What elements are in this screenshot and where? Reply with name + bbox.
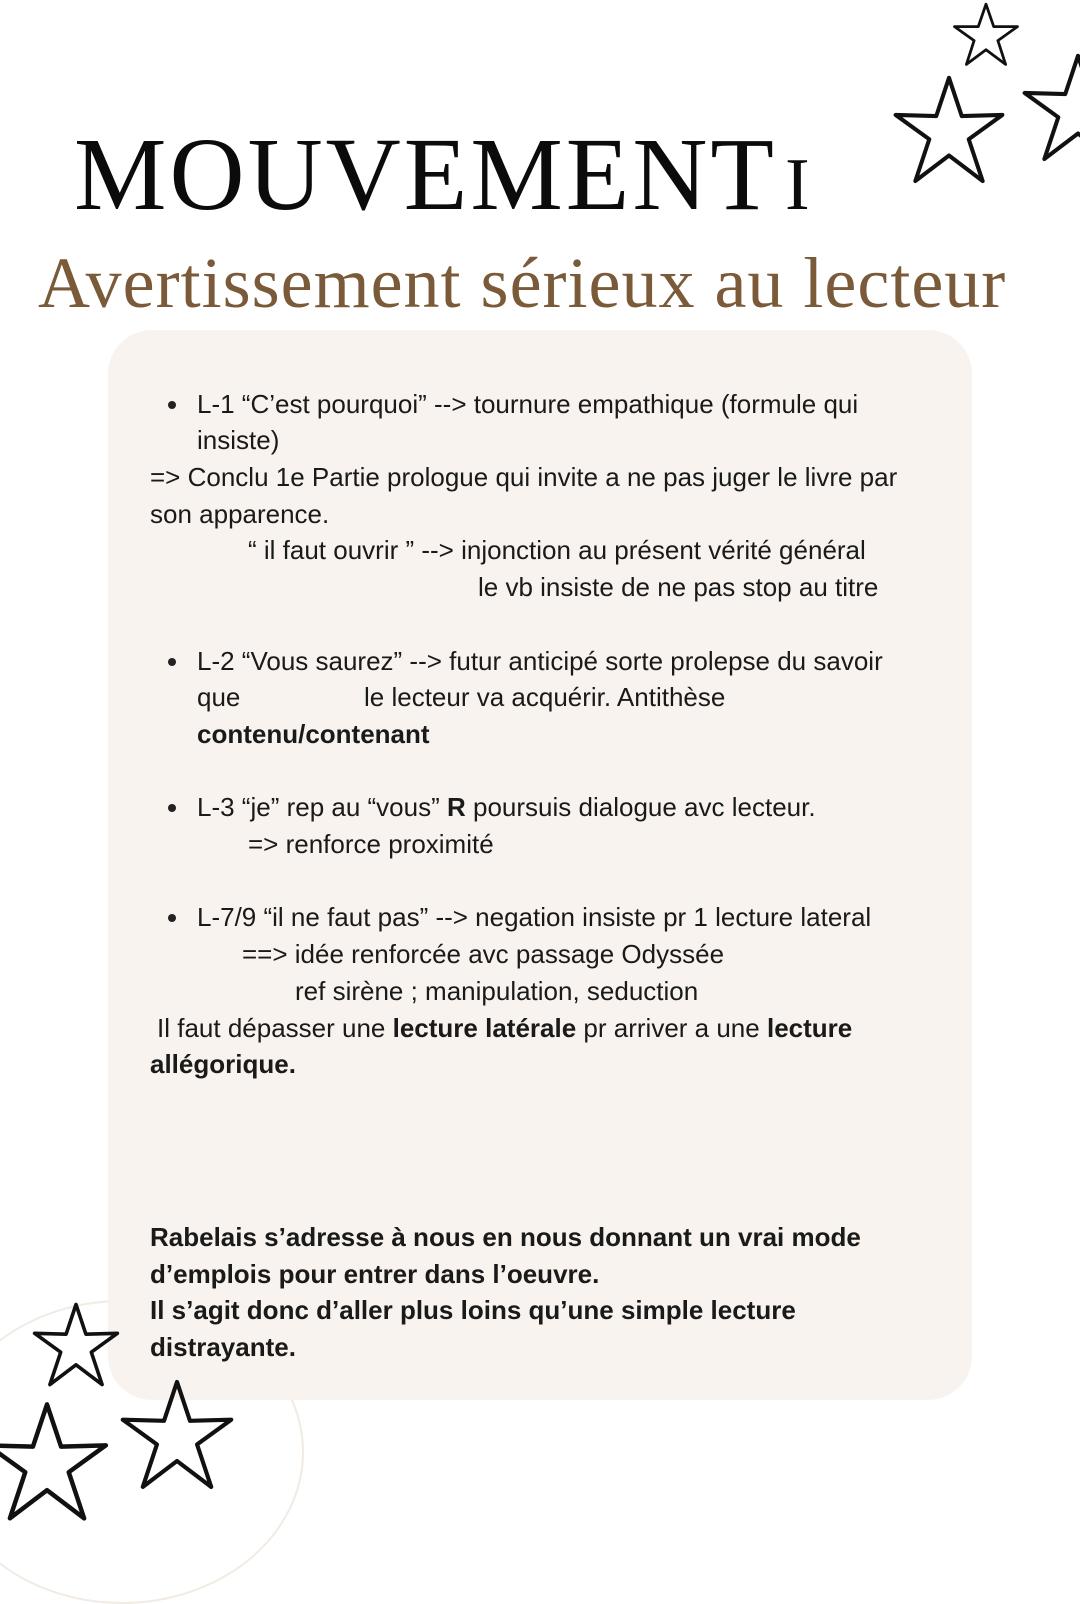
bullet-2-line-2a: que [197, 682, 241, 712]
summary-line-4: distrayante. [150, 1332, 296, 1362]
lecture-line-2: allégorique. [150, 1049, 296, 1079]
star-icon [30, 1300, 122, 1390]
injonction-line-2: le vb insiste de ne pas stop au titre [478, 572, 879, 602]
bullet-dot [168, 804, 176, 812]
bullet-dot [168, 914, 176, 922]
page-subtitle: Avertissement sérieux au lecteur [38, 243, 1007, 323]
bullet-dot [168, 658, 176, 666]
star-icon [1018, 50, 1080, 166]
star-icon [0, 1398, 112, 1526]
conclusion-line-1: => Conclu 1e Partie prologue qui invite a ne pas juger le livre par [150, 462, 898, 492]
star-icon [950, 0, 1022, 70]
bullet-3-line-2: => renforce proximité [248, 829, 494, 859]
injonction-line-1: “ il faut ouvrir ” --> injonction au présent vérité général [248, 535, 866, 565]
star-icon [118, 1376, 236, 1494]
bullet-2-line-1: L-2 “Vous saurez” --> futur anticipé sorte prolepse du savoir [197, 646, 883, 676]
bullet-1-line-2: insiste) [197, 425, 280, 455]
summary-line-3: Il s’agit donc d’aller plus loins qu’une simple lecture [150, 1295, 796, 1325]
bullet-2-line-2b: le lecteur va acquérir. Antithèse [364, 682, 726, 712]
lecture-line-1: Il faut dépasser une lecture latérale pr arriver a une lecture [157, 1013, 853, 1043]
page-title: MOUVEMENT I [74, 117, 813, 232]
bullet-3-line-1: L-3 “je” rep au “vous” R poursuis dialogue avc lecteur. [197, 792, 816, 822]
conclusion-line-2: son apparence. [150, 499, 330, 529]
bullet-1-line-1: L-1 “C’est pourquoi” --> tournure empathique (formule qui [197, 389, 859, 419]
bullet-4-line-3: ref sirène ; manipulation, seduction [295, 976, 699, 1006]
star-icon [890, 72, 1008, 188]
summary-line-2: d’emplois pour entrer dans l’oeuvre. [150, 1259, 600, 1289]
title-number: I [784, 144, 813, 226]
bullet-dot [168, 401, 176, 409]
bullet-4-line-1: L-7/9 “il ne faut pas” --> negation insiste pr 1 lecture lateral [197, 902, 872, 932]
bullet-4-line-2: ==> idée renforcée avc passage Odyssée [242, 939, 725, 969]
bullet-2-line-3: contenu/contenant [197, 719, 430, 749]
summary-line-1: Rabelais s’adresse à nous en nous donnant un vrai mode [150, 1222, 861, 1252]
